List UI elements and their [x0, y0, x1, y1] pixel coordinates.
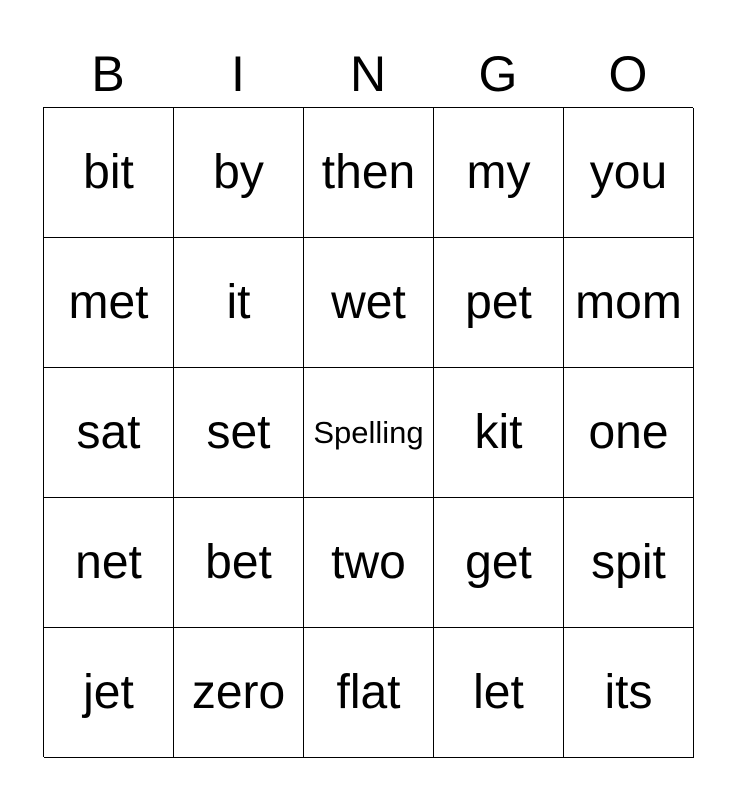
header-letter-b: B: [91, 46, 125, 102]
bingo-cell[interactable]: you: [564, 108, 694, 238]
bingo-cell[interactable]: then: [304, 108, 434, 238]
bingo-cell[interactable]: kit: [434, 368, 564, 498]
bingo-cell[interactable]: sat: [44, 368, 174, 498]
header-letter-n: N: [349, 46, 387, 102]
header-letter-g: G: [478, 46, 518, 102]
bingo-cell[interactable]: zero: [174, 628, 304, 758]
bingo-cell[interactable]: one: [564, 368, 694, 498]
bingo-cell[interactable]: net: [44, 498, 174, 628]
bingo-cell[interactable]: my: [434, 108, 564, 238]
bingo-cell[interactable]: set: [174, 368, 304, 498]
bingo-cell[interactable]: mom: [564, 238, 694, 368]
bingo-cell[interactable]: it: [174, 238, 304, 368]
bingo-cell[interactable]: met: [44, 238, 174, 368]
bingo-header: [43, 42, 693, 106]
bingo-cell[interactable]: its: [564, 628, 694, 758]
bingo-cell[interactable]: bet: [174, 498, 304, 628]
bingo-board: [43, 107, 693, 757]
bingo-cell[interactable]: wet: [304, 238, 434, 368]
bingo-cell[interactable]: pet: [434, 238, 564, 368]
bingo-cell[interactable]: get: [434, 498, 564, 628]
bingo-cell[interactable]: jet: [44, 628, 174, 758]
header-letter-i: I: [231, 46, 245, 102]
bingo-cell[interactable]: let: [434, 628, 564, 758]
bingo-cell[interactable]: by: [174, 108, 304, 238]
bingo-cell[interactable]: spit: [564, 498, 694, 628]
free-space-cell[interactable]: Spelling: [304, 368, 434, 498]
bingo-cell[interactable]: two: [304, 498, 434, 628]
header-letter-o: O: [608, 46, 648, 102]
bingo-cell[interactable]: flat: [304, 628, 434, 758]
bingo-cell[interactable]: bit: [44, 108, 174, 238]
